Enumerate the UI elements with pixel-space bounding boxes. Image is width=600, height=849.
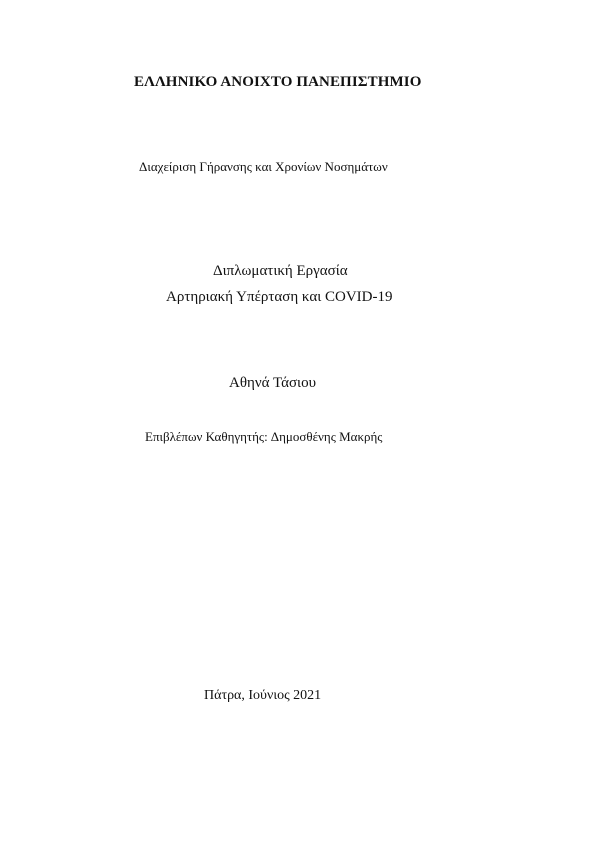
supervisor-name: Δημοσθένης Μακρής [270, 429, 383, 444]
program-name: Διαχείριση Γήρανσης και Χρονίων Νοσημάτων [139, 159, 388, 174]
author-name: Αθηνά Τάσιου [229, 375, 317, 391]
thesis-title: Αρτηριακή Υπέρταση και COVID-19 [166, 289, 393, 305]
university-name: ΕΛΛΗΝΙΚΟ ΑΝΟΙΧΤΟ ΠΑΝΕΠΙΣΤΗΜΙΟ [134, 74, 422, 90]
thesis-type: Διπλωματική Εργασία [213, 263, 348, 279]
supervisor-line [145, 430, 382, 443]
supervisor-label: Επιβλέπων Καθηγητής: [145, 429, 268, 444]
place-date: Πάτρα, Ιούνιος 2021 [204, 688, 322, 703]
